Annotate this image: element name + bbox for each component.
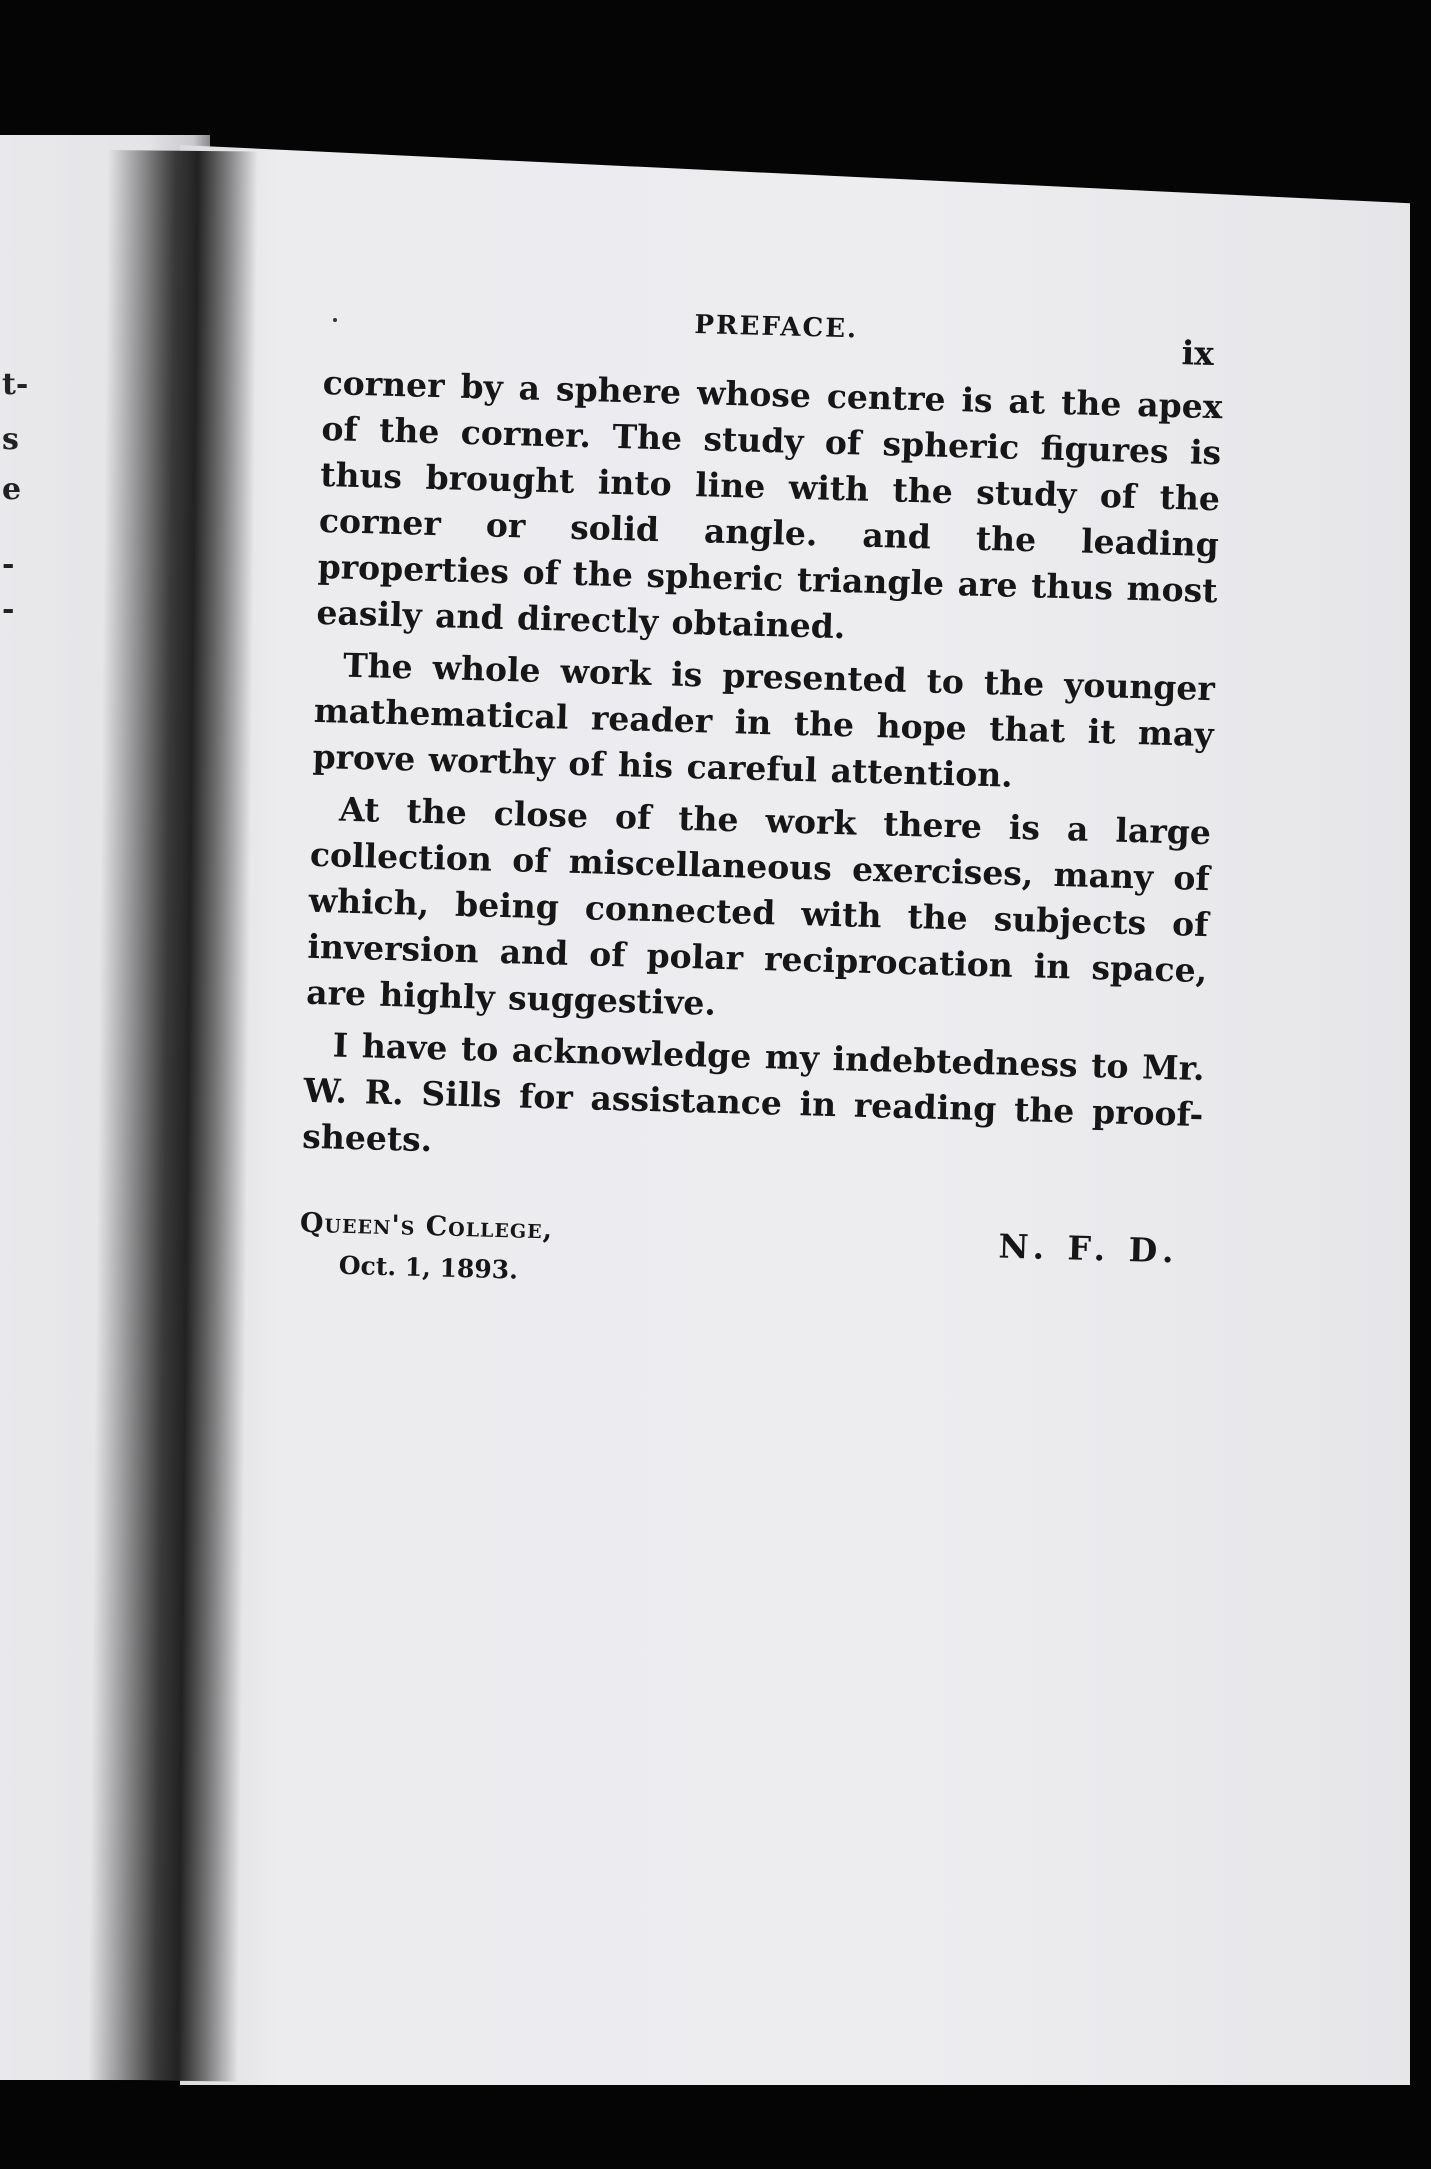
left-page-fragment: t- <box>2 367 29 402</box>
page-title: PREFACE. <box>694 310 859 345</box>
left-page-fragment: e <box>2 472 22 507</box>
left-page-fragment: - <box>2 547 15 582</box>
left-page-fragment: s <box>2 422 19 457</box>
author-initials: N. F. D. <box>998 1226 1181 1271</box>
paragraph: corner by a sphere whose centre is at the apex of the corner. The study of spheric figures is thus brought into line with the study of the corner or solid angle. and the leading properties of the spheric triangle are thus most easily and directly obtained. <box>316 362 1223 647</box>
paragraph: At the close of the work there is a large collection of miscellaneous exercises, many of which, being connected with the subjects of inversion and of polar reciprocation in space, are highly suggestive. <box>305 789 1212 1023</box>
signoff-date: Oct. 1, 1893. <box>338 1250 519 1285</box>
signoff-place: Queen's College, <box>299 1207 554 1246</box>
left-page-fragment: - <box>2 592 15 627</box>
paragraph: I have to acknowledge my indebtedness to Mr. W. R. Sills for assistance in reading the proof-sheets. <box>301 1025 1206 1160</box>
page-text-block <box>298 300 1225 1322</box>
paragraph: The whole work is presented to the younger mathematical reader in the hope that it may prove worthy of his careful attention. <box>312 645 1216 795</box>
page-number: ix <box>1181 333 1215 374</box>
book-gutter-shadow <box>88 150 258 2081</box>
